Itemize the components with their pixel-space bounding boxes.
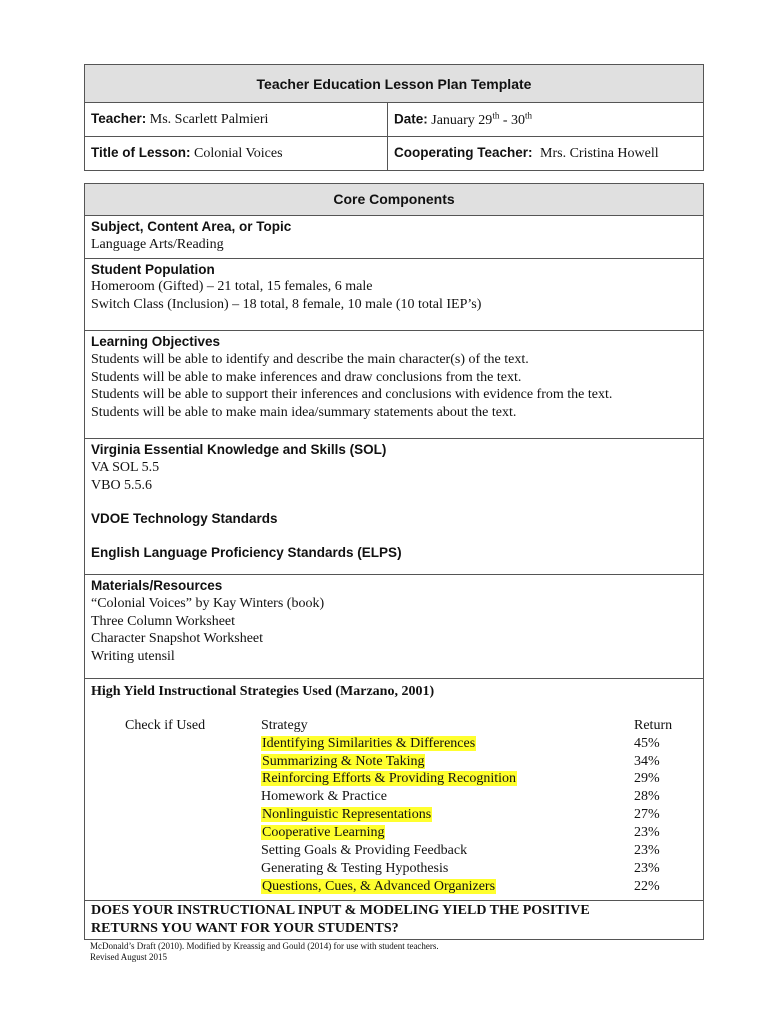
strategy-name xyxy=(261,753,634,771)
strategy-name-text: Homework & Practice xyxy=(261,789,387,805)
return-header: Return xyxy=(634,717,673,733)
strategy-check-cell[interactable] xyxy=(125,878,261,896)
date-value: January 29th - 30th xyxy=(431,110,533,128)
objective-line: Students will be able to identify and describe the main character(s) of the text. xyxy=(91,351,529,367)
final-question-line: DOES YOUR INSTRUCTIONAL INPUT & MODELING YIELD THE POSITIVE xyxy=(91,902,590,918)
standard-line: VBO 5.5.6 xyxy=(91,477,153,493)
objectives-title: Learning Objectives xyxy=(91,333,221,349)
cooperating-teacher-label: Cooperating Teacher: xyxy=(394,145,533,160)
strategies-section xyxy=(85,678,704,900)
strategy-name xyxy=(261,842,634,860)
strategy-check-cell[interactable] xyxy=(125,770,261,788)
lesson-title-cell xyxy=(85,137,388,171)
strategy-return: 28% xyxy=(634,789,660,805)
strategy-name xyxy=(261,878,634,896)
final-question-line: RETURNS YOU WANT FOR YOUR STUDENTS? xyxy=(91,920,399,936)
template-title: Teacher Education Lesson Plan Template xyxy=(256,75,532,92)
date-label: Date: xyxy=(394,111,428,127)
strategy-return: 45% xyxy=(634,735,660,751)
population-line: Switch Class (Inclusion) – 18 total, 8 female, 10 male (10 total IEP’s) xyxy=(91,297,482,313)
strategy-name xyxy=(261,806,634,824)
sol-title: Virginia Essential Knowledge and Skills (SOL) xyxy=(91,441,387,457)
strategy-header: Strategy xyxy=(261,717,308,733)
objective-line: Students will be able to make main idea/summary statements about the text. xyxy=(91,405,517,421)
strategy-name-text: Nonlinguistic Representations xyxy=(262,807,432,823)
check-if-used-header: Check if Used xyxy=(125,717,206,733)
strategy-check-cell[interactable] xyxy=(125,788,261,806)
strategy-name xyxy=(261,788,634,806)
material-line: Writing utensil xyxy=(91,649,175,665)
strategy-check-cell[interactable] xyxy=(125,753,261,771)
strategy-name-text: Reinforcing Efforts & Providing Recognition xyxy=(262,771,517,787)
strategies-title: High Yield Instructional Strategies Used (Marzano, 2001) xyxy=(91,683,435,699)
subject-section xyxy=(85,216,704,259)
cooperating-teacher-value: Mrs. Cristina Howell xyxy=(540,146,659,161)
population-line: Homeroom (Gifted) – 21 total, 15 females, 6 male xyxy=(91,279,373,295)
strategy-return: 22% xyxy=(634,878,660,894)
strategy-return: 23% xyxy=(634,825,660,841)
footer xyxy=(90,941,439,963)
population-section xyxy=(85,258,704,330)
strategies-grid xyxy=(125,717,697,896)
strategy-name-text: Identifying Similarities & Differences xyxy=(262,735,476,751)
strategy-return: 34% xyxy=(634,753,660,769)
strategy-name xyxy=(261,735,634,753)
strategy-check-cell[interactable] xyxy=(125,824,261,842)
teacher-value: Ms. Scarlett Palmieri xyxy=(149,112,269,127)
strategy-return: 27% xyxy=(634,807,660,823)
cooperating-teacher-cell xyxy=(388,137,704,171)
lesson-title-label: Title of Lesson: xyxy=(91,145,191,160)
elps-title: English Language Proficiency Standards (ELPS) xyxy=(91,545,402,561)
materials-section xyxy=(85,574,704,678)
strategy-name-text: Summarizing & Note Taking xyxy=(262,753,425,769)
population-title: Student Population xyxy=(91,261,215,277)
final-question xyxy=(91,903,590,936)
strategy-name-text: Questions, Cues, & Advanced Organizers xyxy=(262,878,496,894)
subject-line: Language Arts/Reading xyxy=(91,236,224,252)
lesson-title-value: Colonial Voices xyxy=(194,146,283,161)
strategy-return: 23% xyxy=(634,843,660,859)
objective-line: Students will be able to make inferences and draw conclusions from the text. xyxy=(91,369,522,385)
strategy-return: 29% xyxy=(634,771,660,787)
subject-title: Subject, Content Area, or Topic xyxy=(91,219,292,234)
template-title-cell xyxy=(85,65,704,103)
strategy-check-cell[interactable] xyxy=(125,860,261,878)
objectives-section xyxy=(85,330,704,438)
teacher-cell xyxy=(85,103,388,137)
material-line: Three Column Worksheet xyxy=(91,613,236,629)
date-cell xyxy=(388,103,704,137)
strategy-name xyxy=(261,860,634,878)
core-components-header xyxy=(85,184,704,216)
teacher-label: Teacher: xyxy=(91,111,147,126)
final-question-cell xyxy=(85,900,704,940)
material-line: “Colonial Voices” by Kay Winters (book) xyxy=(91,595,325,611)
footer-revised: Revised August 2015 xyxy=(90,952,168,962)
strategy-name xyxy=(261,770,634,788)
strategy-name xyxy=(261,824,634,842)
strategy-check-cell[interactable] xyxy=(125,735,261,753)
tech-standards-title: VDOE Technology Standards xyxy=(91,511,278,527)
strategy-check-cell[interactable] xyxy=(125,842,261,860)
core-components-title: Core Components xyxy=(333,190,455,207)
strategy-name-text: Cooperative Learning xyxy=(262,825,385,841)
material-line: Character Snapshot Worksheet xyxy=(91,631,264,647)
strategy-check-cell[interactable] xyxy=(125,806,261,824)
strategy-return: 23% xyxy=(634,860,660,876)
materials-title: Materials/Resources xyxy=(91,577,223,593)
footer-credit: McDonald’s Draft (2010). Modified by Kreassig and Gould (2014) for use with student teachers. xyxy=(90,941,439,951)
core-components-table xyxy=(84,183,704,940)
strategy-name-text: Generating & Testing Hypothesis xyxy=(261,860,449,876)
standard-line: VA SOL 5.5 xyxy=(91,459,160,475)
strategy-name-text: Setting Goals & Providing Feedback xyxy=(261,843,468,859)
objective-line: Students will be able to support their inferences and conclusions with evidence from the text. xyxy=(91,387,613,403)
standards-section xyxy=(85,438,704,574)
lesson-header-table xyxy=(84,64,704,171)
